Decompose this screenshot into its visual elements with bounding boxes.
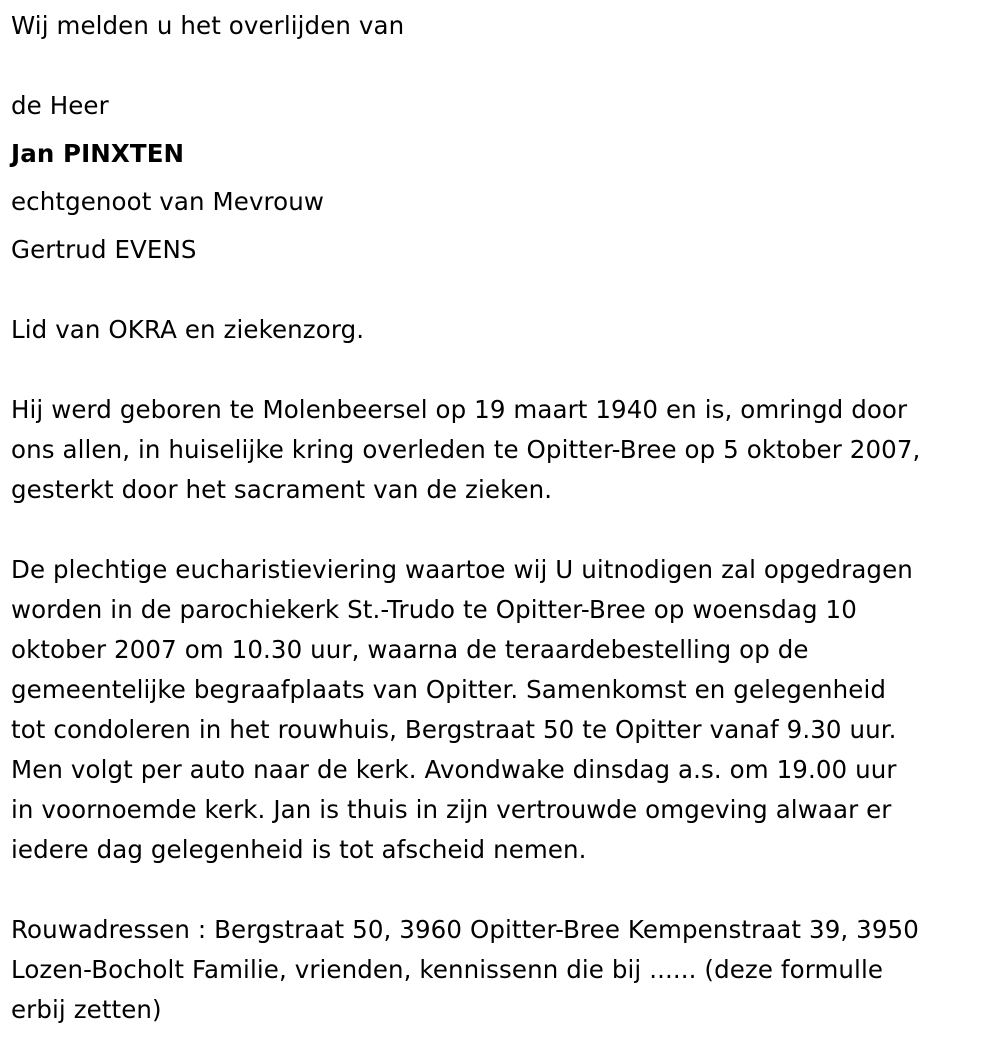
paragraph-line: in voornoemde kerk. Jan is thuis in zijn vertrouwde omgeving alwaar er <box>11 795 892 824</box>
membership-text: Lid van OKRA en ziekenzorg. <box>11 315 365 344</box>
paragraph-line: De plechtige eucharistieviering waartoe wij U uitnodigen zal opgedragen <box>11 555 913 584</box>
ceremony-paragraph <box>11 550 996 870</box>
paragraph-line: Rouwadressen : Bergstraat 50, 3960 Opitter-Bree Kempenstraat 39, 3950 <box>11 915 919 944</box>
paragraph-line: gemeentelijke begraafplaats van Opitter. Samenkomst en gelegenheid <box>11 675 887 704</box>
paragraph-line: gesterkt door het sacrament van de zieken. <box>11 475 553 504</box>
deceased-title: de Heer <box>11 91 109 120</box>
addresses-paragraph <box>11 910 996 1030</box>
paragraph-line: Men volgt per auto naar de kerk. Avondwake dinsdag a.s. om 19.00 uur <box>11 755 897 784</box>
intro-text: Wij melden u het overlijden van <box>11 11 405 40</box>
paragraph-line: tot condoleren in het rouwhuis, Bergstraat 50 te Opitter vanaf 9.30 uur. <box>11 715 897 744</box>
paragraph-line: iedere dag gelegenheid is tot afscheid nemen. <box>11 835 587 864</box>
paragraph-line: worden in de parochiekerk St.-Trudo te Opitter-Bree op woensdag 10 <box>11 595 857 624</box>
paragraph-line: Lozen-Bocholt Familie, vrienden, kennissenn die bij ...... (deze formulle <box>11 955 884 984</box>
paragraph-line: oktober 2007 om 10.30 uur, waarna de teraardebestelling op de <box>11 635 809 664</box>
spouse-name: Gertrud EVENS <box>11 235 197 264</box>
paragraph-line: Hij werd geboren te Molenbeersel op 19 maart 1940 en is, omringd door <box>11 395 908 424</box>
spouse-label: echtgenoot van Mevrouw <box>11 187 325 216</box>
deceased-name: Jan PINXTEN <box>11 139 185 168</box>
paragraph-line: ons allen, in huiselijke kring overleden te Opitter-Bree op 5 oktober 2007, <box>11 435 921 464</box>
paragraph-line: erbij zetten) <box>11 995 162 1024</box>
birth-death-paragraph <box>11 390 996 510</box>
obituary-notice <box>11 6 996 1030</box>
